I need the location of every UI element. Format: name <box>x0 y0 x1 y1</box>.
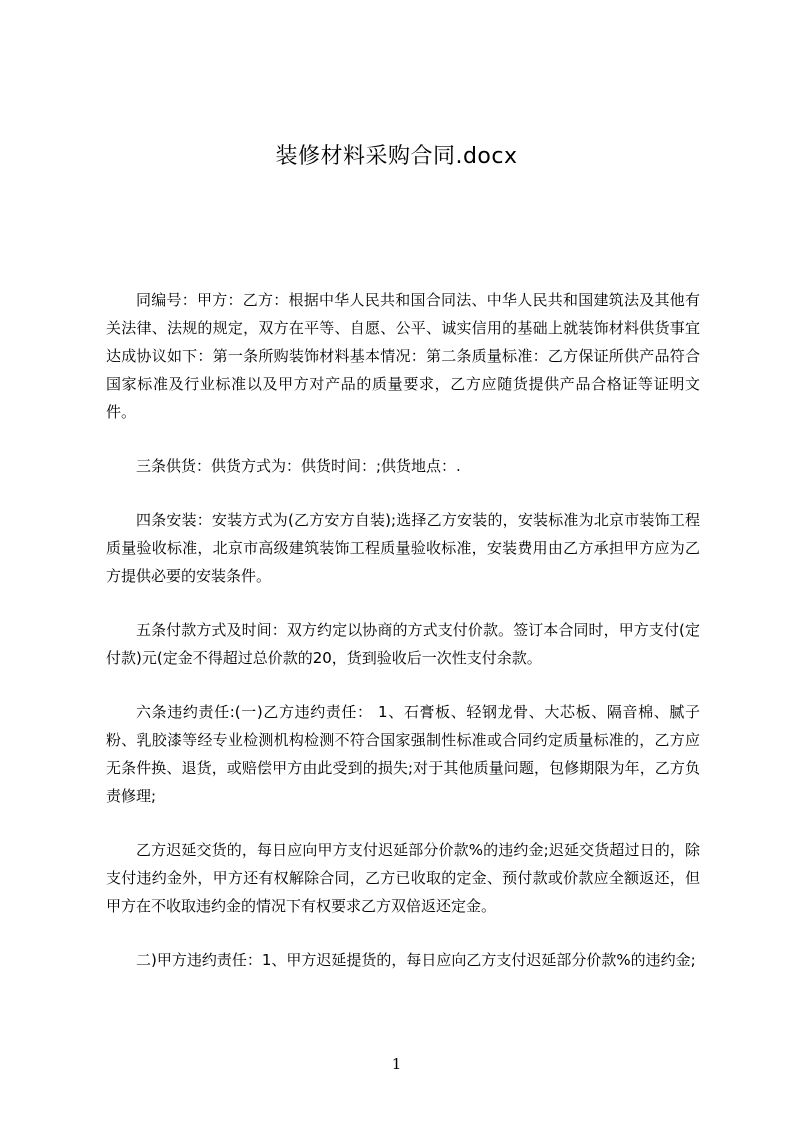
document-title: 装修材料采购合同.docx <box>275 144 518 169</box>
document-body <box>106 286 700 974</box>
paragraph-payment: 五条付款方式及时间：双方约定以协商的方式支付价款。签订本合同时，甲方支付(定付款)元(定金不得超过总价款的20，货到验收后一次性支付余款。 <box>106 621 700 667</box>
paragraph-supply: 三条供货：供货方式为：供货时间：;供货地点：. <box>136 457 461 475</box>
page-number: 1 <box>391 1055 402 1073</box>
paragraph-liability-party-a: 二)甲方违约责任：1、甲方迟延提货的，每日应向乙方支付迟延部分价款%的违约金; <box>136 951 696 969</box>
paragraph-installation: 四条安装：安装方式为(乙方安方自装);选择乙方安装的，安装标准为北京市装饰工程质量验收标准，北京市高级建筑装饰工程质量验收标准，安装费用由乙方承担甲方应为乙方提供必要的安装条件。 <box>106 511 700 585</box>
paragraph-intro: 同编号：甲方：乙方：根据中华人民共和国合同法、中华人民共和国建筑法及其他有关法律、法规的规定，双方在平等、自愿、公平、诚实信用的基础上就装饰材料供货事宜达成协议如下：第一条所购装饰材料基本情况：第二条质量标准：乙方保证所供产品符合国家标准及行业标准以及甲方对产品的质量要求，乙方应随货提供产品合格证等证明文件。 <box>106 291 700 421</box>
paragraph-late-delivery: 乙方迟延交货的，每日应向甲方支付迟延部分价款%的违约金;迟延交货超过日的，除支付违约金外，甲方还有权解除合同，乙方已收取的定金、预付款或价款应全额返还，但甲方在不收取违约金的情况下有权要求乙方双倍返还定金。 <box>106 841 700 915</box>
paragraph-liability-party-b: 六条违约责任:(一)乙方违约责任： 1、石膏板、轻钢龙骨、大芯板、隔音棉、腻子粉、乳胶漆等经专业检测机构检测不符合国家强制性标准或合同约定质量标准的，乙方应无条件换、退货，或赔偿甲方由此受到的损失;对于其他质量问题，包修期限为年，乙方负责修理; <box>106 703 700 805</box>
